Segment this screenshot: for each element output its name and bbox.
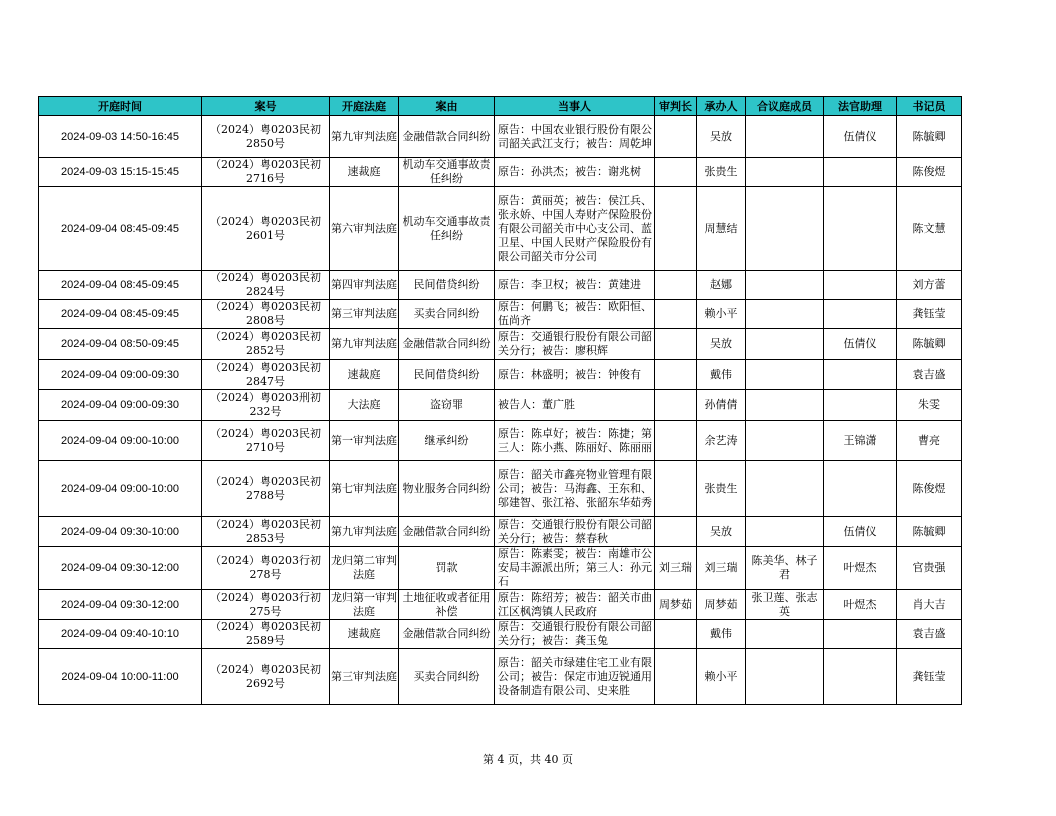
table-row — [39, 421, 962, 461]
cell-presiding-judge — [655, 517, 697, 547]
cell-courtroom: 速裁庭 — [330, 360, 399, 390]
header-clerk: 书记员 — [897, 97, 962, 116]
cell-handling-judge: 张贵生 — [697, 461, 746, 517]
cell-presiding-judge — [655, 649, 697, 705]
cell-courtroom: 第六审判法庭 — [330, 187, 399, 271]
cell-clerk: 陈毓卿 — [897, 329, 962, 360]
cell-handling-judge: 赖小平 — [697, 300, 746, 329]
cell-judge-assistant: 王锦潇 — [824, 421, 897, 461]
cell-handling-judge: 吴放 — [697, 329, 746, 360]
cell-hearing-time: 2024-09-04 08:50-09:45 — [39, 329, 202, 360]
cell-handling-judge: 余艺涛 — [697, 421, 746, 461]
cell-case-number: （2024）粤0203民初2601号 — [202, 187, 330, 271]
cell-courtroom: 速裁庭 — [330, 158, 399, 187]
table-row — [39, 329, 962, 360]
cell-judge-assistant — [824, 360, 897, 390]
cell-judge-assistant: 伍倩仪 — [824, 116, 897, 158]
cell-presiding-judge — [655, 300, 697, 329]
cell-hearing-time: 2024-09-04 09:30-12:00 — [39, 590, 202, 620]
cell-judge-assistant — [824, 620, 897, 649]
cell-parties: 原告：何鹏飞；被告：欧阳恒、伍尚齐 — [495, 300, 655, 329]
cell-case-number: （2024）粤0203民初2850号 — [202, 116, 330, 158]
cell-case-number: （2024）粤0203民初2853号 — [202, 517, 330, 547]
cell-case-number: （2024）粤0203民初2808号 — [202, 300, 330, 329]
header-cause: 案由 — [399, 97, 495, 116]
cell-handling-judge: 吴放 — [697, 517, 746, 547]
cell-cause: 机动车交通事故责任纠纷 — [399, 187, 495, 271]
table-row — [39, 271, 962, 300]
cell-clerk: 官贵强 — [897, 547, 962, 590]
cell-judge-assistant: 叶煜杰 — [824, 590, 897, 620]
cell-clerk: 曹亮 — [897, 421, 962, 461]
cell-cause: 土地征收或者征用补偿 — [399, 590, 495, 620]
cell-case-number: （2024）粤0203民初2716号 — [202, 158, 330, 187]
cell-hearing-time: 2024-09-04 09:40-10:10 — [39, 620, 202, 649]
cell-courtroom: 第四审判法庭 — [330, 271, 399, 300]
cell-judge-assistant: 伍倩仪 — [824, 329, 897, 360]
cell-parties: 原告：陈卓好；被告：陈捷；第三人：陈小燕、陈丽好、陈丽丽 — [495, 421, 655, 461]
cell-handling-judge: 赖小平 — [697, 649, 746, 705]
cell-judge-assistant: 伍倩仪 — [824, 517, 897, 547]
cell-cause: 继承纠纷 — [399, 421, 495, 461]
cell-presiding-judge: 刘三瑞 — [655, 547, 697, 590]
cell-hearing-time: 2024-09-04 08:45-09:45 — [39, 300, 202, 329]
cell-cause: 金融借款合同纠纷 — [399, 116, 495, 158]
cell-parties: 原告：交通银行股份有限公司韶关分行；被告：蔡春秋 — [495, 517, 655, 547]
cell-handling-judge: 戴伟 — [697, 360, 746, 390]
cell-clerk: 肖大吉 — [897, 590, 962, 620]
cell-judge-assistant — [824, 649, 897, 705]
cell-courtroom: 第三审判法庭 — [330, 649, 399, 705]
cell-parties: 原告：孙洪杰；被告：谢兆树 — [495, 158, 655, 187]
cell-case-number: （2024）粤0203行初278号 — [202, 547, 330, 590]
cell-handling-judge: 刘三瑞 — [697, 547, 746, 590]
cell-panel-members — [746, 187, 824, 271]
cell-cause: 民间借贷纠纷 — [399, 271, 495, 300]
cell-presiding-judge — [655, 421, 697, 461]
table-row — [39, 116, 962, 158]
cell-clerk: 朱雯 — [897, 390, 962, 421]
cell-case-number: （2024）粤0203民初2824号 — [202, 271, 330, 300]
table-row — [39, 300, 962, 329]
cell-judge-assistant — [824, 271, 897, 300]
cell-hearing-time: 2024-09-04 09:30-12:00 — [39, 547, 202, 590]
cell-case-number: （2024）粤0203民初2710号 — [202, 421, 330, 461]
cell-judge-assistant — [824, 187, 897, 271]
cell-presiding-judge — [655, 390, 697, 421]
cell-parties: 原告：林盛明；被告：钟俊有 — [495, 360, 655, 390]
cell-handling-judge: 周梦茹 — [697, 590, 746, 620]
header-handling-judge: 承办人 — [697, 97, 746, 116]
cell-hearing-time: 2024-09-04 08:45-09:45 — [39, 187, 202, 271]
table-body — [39, 116, 962, 705]
cell-hearing-time: 2024-09-04 09:30-10:00 — [39, 517, 202, 547]
cell-hearing-time: 2024-09-03 14:50-16:45 — [39, 116, 202, 158]
cell-hearing-time: 2024-09-03 15:15-15:45 — [39, 158, 202, 187]
table-row — [39, 158, 962, 187]
cell-clerk: 刘方蕾 — [897, 271, 962, 300]
cell-clerk: 陈文慧 — [897, 187, 962, 271]
cell-presiding-judge — [655, 329, 697, 360]
cell-clerk: 陈俊煜 — [897, 158, 962, 187]
cell-case-number: （2024）粤0203行初275号 — [202, 590, 330, 620]
cell-panel-members — [746, 116, 824, 158]
cell-presiding-judge — [655, 271, 697, 300]
table-row — [39, 360, 962, 390]
cell-panel-members — [746, 360, 824, 390]
cell-courtroom: 第七审判法庭 — [330, 461, 399, 517]
cell-panel-members — [746, 517, 824, 547]
cell-case-number: （2024）粤0203刑初232号 — [202, 390, 330, 421]
cell-courtroom: 大法庭 — [330, 390, 399, 421]
table-row — [39, 390, 962, 421]
cell-parties: 原告：韶关市鑫亮物业管理有限公司；被告：马海鑫、王东和、邬建智、张江裕、张韶东华茹秀 — [495, 461, 655, 517]
cell-judge-assistant — [824, 158, 897, 187]
cell-parties: 原告：中国农业银行股份有限公司韶关武江支行；被告：周乾坤 — [495, 116, 655, 158]
cell-parties: 原告：交通银行股份有限公司韶关分行；被告：廖积辉 — [495, 329, 655, 360]
cell-panel-members — [746, 271, 824, 300]
cell-parties: 原告：陈素雯；被告：南雄市公安局丰源派出所；第三人：孙元石 — [495, 547, 655, 590]
cell-courtroom: 第一审判法庭 — [330, 421, 399, 461]
cell-handling-judge: 孙倩倩 — [697, 390, 746, 421]
cell-case-number: （2024）粤0203民初2589号 — [202, 620, 330, 649]
cell-presiding-judge — [655, 158, 697, 187]
cell-presiding-judge — [655, 620, 697, 649]
hearing-schedule-table — [38, 96, 962, 705]
cell-cause: 盗窃罪 — [399, 390, 495, 421]
cell-courtroom: 第九审判法庭 — [330, 517, 399, 547]
cell-judge-assistant: 叶煜杰 — [824, 547, 897, 590]
cell-clerk: 陈毓卿 — [897, 517, 962, 547]
cell-cause: 物业服务合同纠纷 — [399, 461, 495, 517]
cell-panel-members — [746, 461, 824, 517]
header-parties: 当事人 — [495, 97, 655, 116]
cell-case-number: （2024）粤0203民初2847号 — [202, 360, 330, 390]
cell-cause: 金融借款合同纠纷 — [399, 620, 495, 649]
cell-panel-members — [746, 300, 824, 329]
cell-courtroom: 龙归第二审判法庭 — [330, 547, 399, 590]
cell-clerk: 袁吉盛 — [897, 620, 962, 649]
cell-hearing-time: 2024-09-04 09:00-10:00 — [39, 461, 202, 517]
cell-hearing-time: 2024-09-04 09:00-10:00 — [39, 421, 202, 461]
cell-panel-members — [746, 390, 824, 421]
cell-parties: 原告：陈绍芳；被告：韶关市曲江区枫湾镇人民政府 — [495, 590, 655, 620]
cell-parties: 原告：黄丽英；被告：侯江兵、张永娇、中国人寿财产保险股份有限公司韶关市中心支公司、蓝卫星、中国人民财产保险股份有限公司韶关市分公司 — [495, 187, 655, 271]
cell-handling-judge: 赵娜 — [697, 271, 746, 300]
header-panel-members: 合议庭成员 — [746, 97, 824, 116]
table-row — [39, 187, 962, 271]
cell-clerk: 陈毓卿 — [897, 116, 962, 158]
cell-handling-judge: 吴放 — [697, 116, 746, 158]
cell-presiding-judge — [655, 187, 697, 271]
header-judge-assistant: 法官助理 — [824, 97, 897, 116]
table-row — [39, 649, 962, 705]
cell-parties: 被告人：董广胜 — [495, 390, 655, 421]
cell-presiding-judge — [655, 461, 697, 517]
table-row — [39, 461, 962, 517]
table-row — [39, 517, 962, 547]
cell-case-number: （2024）粤0203民初2852号 — [202, 329, 330, 360]
cell-clerk: 陈俊煜 — [897, 461, 962, 517]
cell-cause: 罚款 — [399, 547, 495, 590]
cell-case-number: （2024）粤0203民初2692号 — [202, 649, 330, 705]
cell-handling-judge: 戴伟 — [697, 620, 746, 649]
table-header-row — [39, 97, 962, 116]
cell-panel-members: 陈美华、林子君 — [746, 547, 824, 590]
cell-parties: 原告：李卫权；被告：黄建进 — [495, 271, 655, 300]
cell-hearing-time: 2024-09-04 08:45-09:45 — [39, 271, 202, 300]
cell-presiding-judge: 周梦茹 — [655, 590, 697, 620]
cell-presiding-judge — [655, 116, 697, 158]
page-number: 第 4 页，共 40 页 — [483, 753, 573, 766]
cell-courtroom: 第九审判法庭 — [330, 116, 399, 158]
cell-cause: 买卖合同纠纷 — [399, 300, 495, 329]
cell-panel-members — [746, 620, 824, 649]
table-row — [39, 620, 962, 649]
cell-cause: 民间借贷纠纷 — [399, 360, 495, 390]
cell-courtroom: 速裁庭 — [330, 620, 399, 649]
cell-courtroom: 第九审判法庭 — [330, 329, 399, 360]
cell-judge-assistant — [824, 461, 897, 517]
cell-case-number: （2024）粤0203民初2788号 — [202, 461, 330, 517]
cell-cause: 金融借款合同纠纷 — [399, 517, 495, 547]
header-courtroom: 开庭法庭 — [330, 97, 399, 116]
cell-panel-members — [746, 649, 824, 705]
cell-hearing-time: 2024-09-04 09:00-09:30 — [39, 360, 202, 390]
cell-judge-assistant — [824, 390, 897, 421]
cell-panel-members — [746, 329, 824, 360]
cell-cause: 买卖合同纠纷 — [399, 649, 495, 705]
header-case-number: 案号 — [202, 97, 330, 116]
cell-cause: 机动车交通事故责任纠纷 — [399, 158, 495, 187]
cell-panel-members: 张卫莲、张志英 — [746, 590, 824, 620]
table-row — [39, 547, 962, 590]
cell-handling-judge: 张贵生 — [697, 158, 746, 187]
cell-clerk: 龚钰莹 — [897, 300, 962, 329]
cell-hearing-time: 2024-09-04 09:00-09:30 — [39, 390, 202, 421]
cell-presiding-judge — [655, 360, 697, 390]
cell-handling-judge: 周慧结 — [697, 187, 746, 271]
cell-clerk: 龚钰莹 — [897, 649, 962, 705]
header-hearing-time: 开庭时间 — [39, 97, 202, 116]
cell-judge-assistant — [824, 300, 897, 329]
cell-hearing-time: 2024-09-04 10:00-11:00 — [39, 649, 202, 705]
header-presiding-judge: 审判长 — [655, 97, 697, 116]
cell-clerk: 袁吉盛 — [897, 360, 962, 390]
cell-parties: 原告：交通银行股份有限公司韶关分行；被告：龚玉兔 — [495, 620, 655, 649]
cell-courtroom: 龙归第一审判法庭 — [331, 590, 397, 618]
cell-parties: 原告：韶关市绿建住宅工业有限公司；被告：保定市迪迈锐通用设备制造有限公司、史来胜 — [495, 649, 655, 705]
table-row — [39, 590, 962, 620]
cell-panel-members — [746, 158, 824, 187]
cell-cause: 金融借款合同纠纷 — [399, 329, 495, 360]
cell-panel-members — [746, 421, 824, 461]
cell-courtroom: 第三审判法庭 — [330, 300, 399, 329]
